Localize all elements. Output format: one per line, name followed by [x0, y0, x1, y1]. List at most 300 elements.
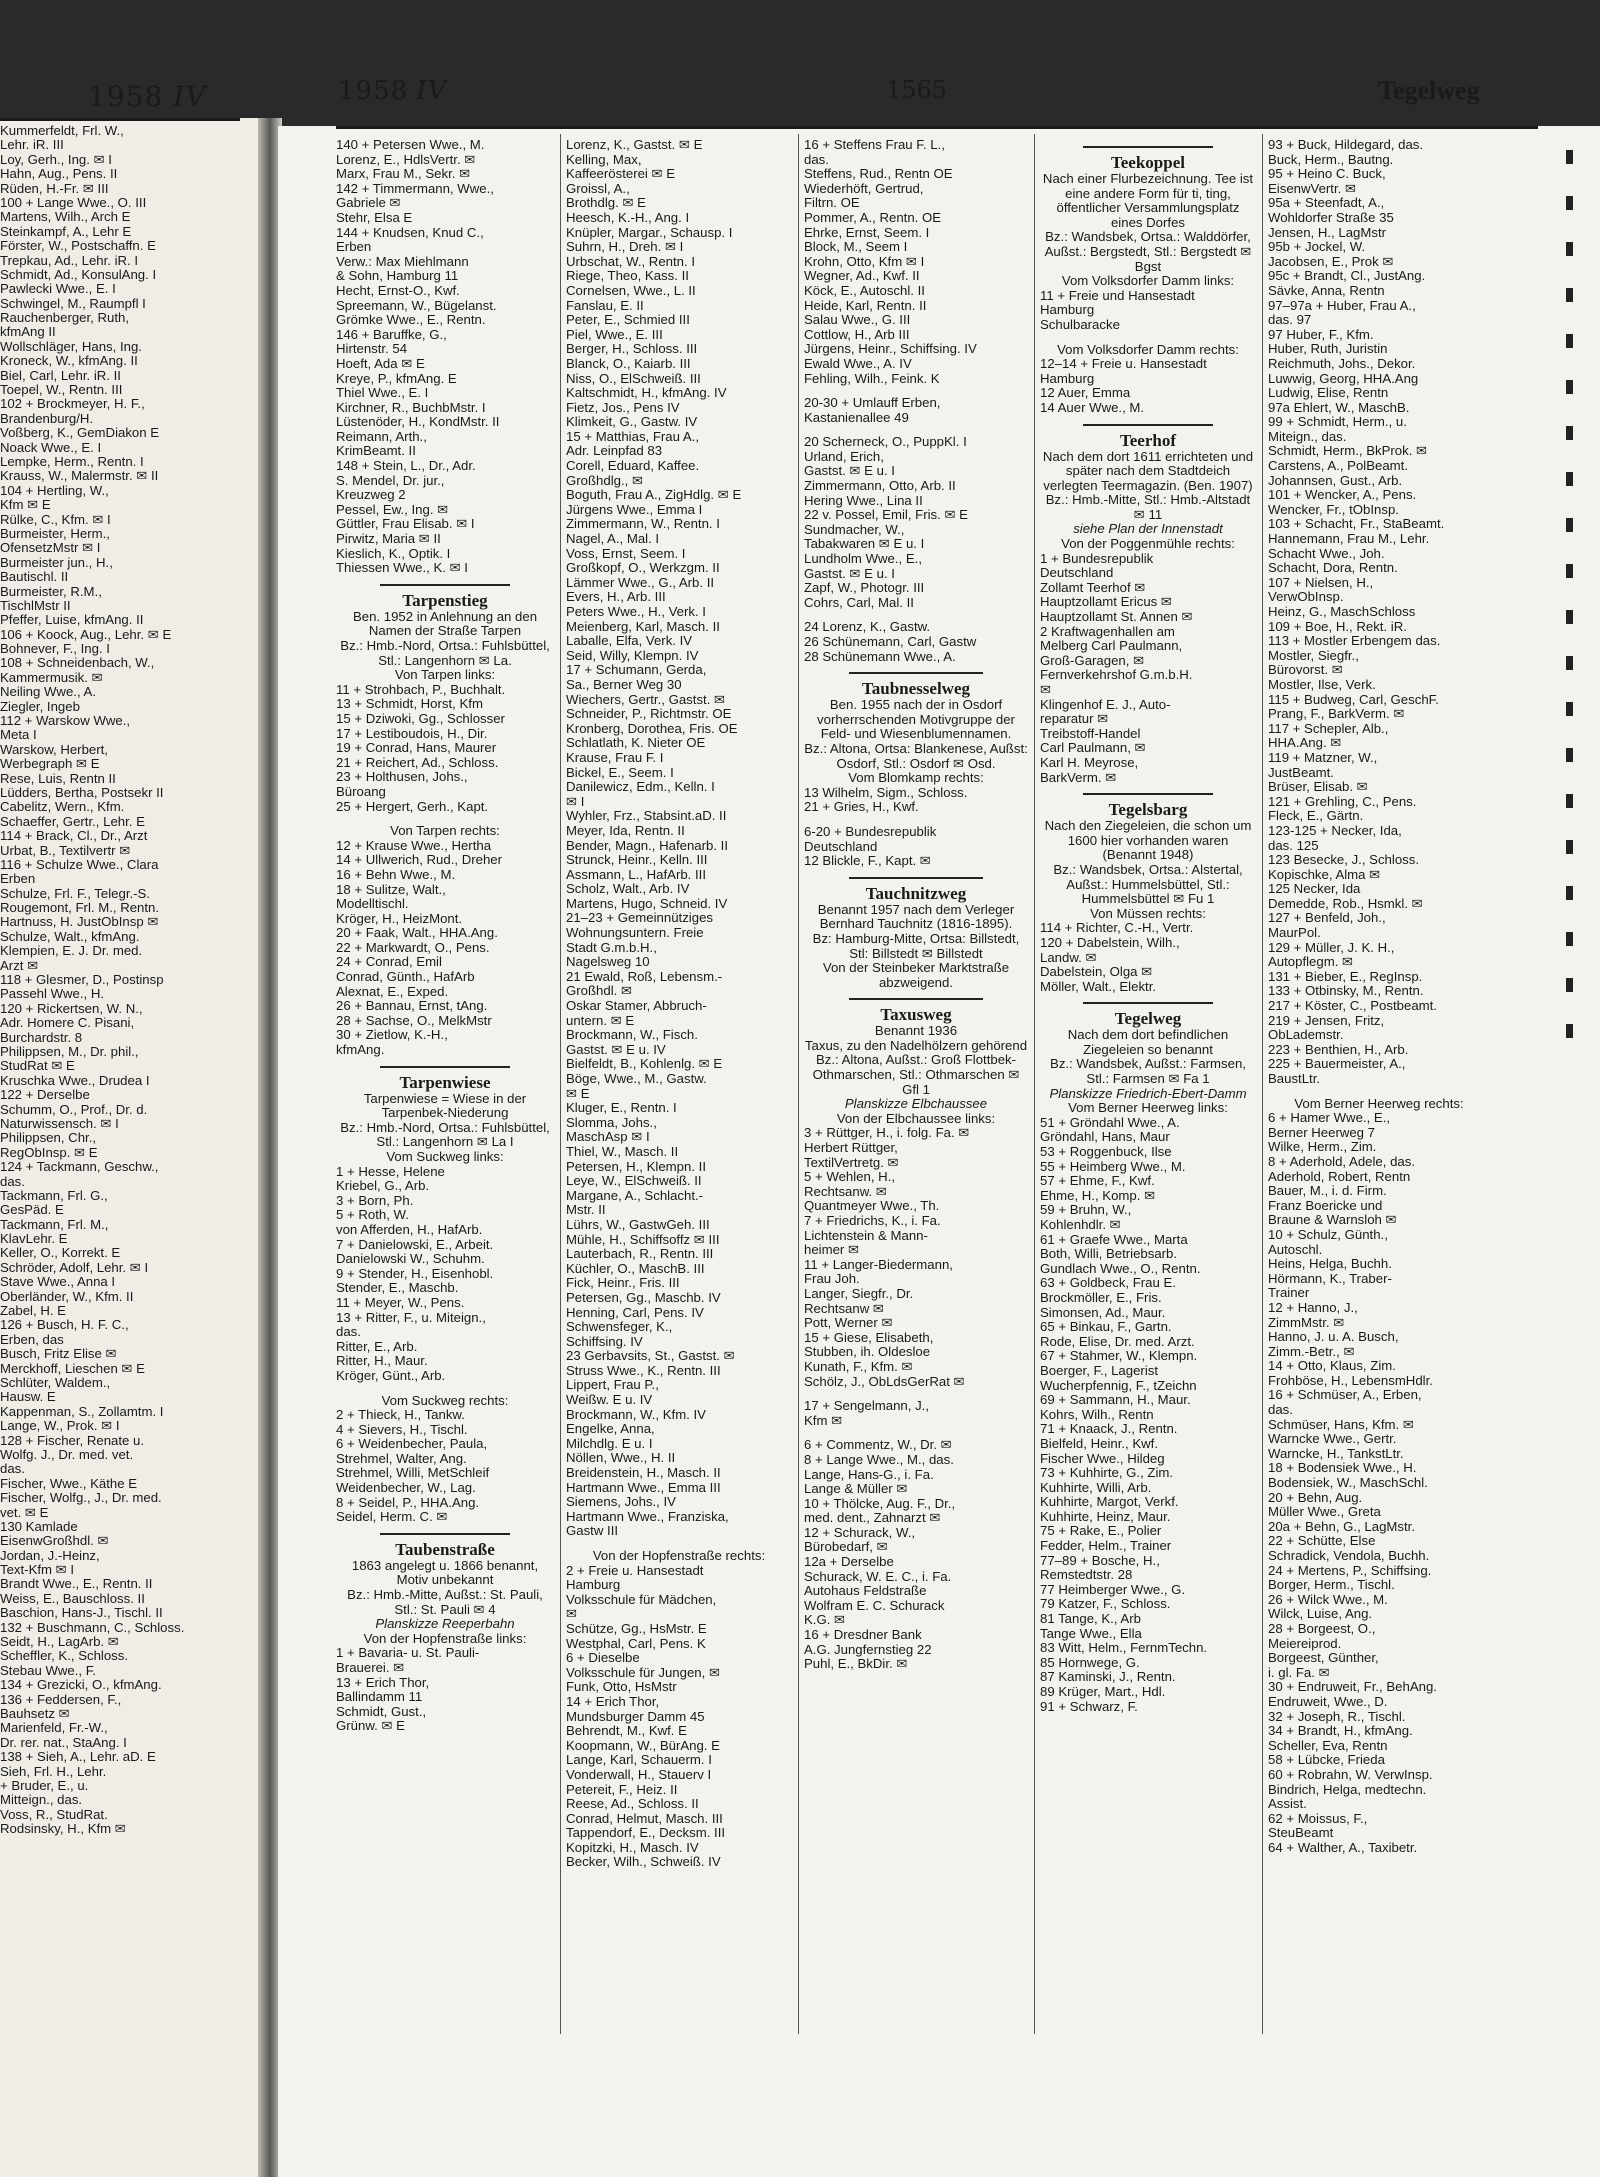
listing-line: Krause, Frau F. I — [566, 750, 664, 765]
listing-line: Mostler, Siegfr., — [1268, 648, 1359, 663]
listing-line: Nagel, A., Mal. I — [566, 532, 660, 547]
listing-line: 1 + Bundesrepublik — [1040, 551, 1154, 566]
listing-line: SteuBeamt — [1268, 1826, 1334, 1841]
listing-line: Fleck, E., Gärtn. — [1268, 809, 1364, 824]
listing-line: Kunath, F., Kfm. ✉ — [804, 1359, 913, 1374]
listing-line: Seidel, Herm. C. ✉ — [336, 1510, 448, 1525]
street-description: Bz.: Wandsbek, Ortsa.: Walddörfer, Außst.: Bergstedt, Stl.: Bergstedt ✉ Bgst — [1044, 229, 1252, 274]
left-listing-line: Sieh, Frl. H., Lehr. — [0, 1764, 107, 1779]
listing-line: Büroang — [336, 784, 386, 799]
street-description: Nach dem dort befindlichen Ziegeleien so benannt — [1067, 1027, 1229, 1057]
listing-line: 12 + Schurack, W., — [804, 1525, 916, 1540]
listing-line: 114 + Richter, C.-H., Vertr. — [1040, 921, 1194, 936]
section-direction: Von der Hopfenstraße links: — [363, 1630, 527, 1646]
listing-line: Sa., Berner Weg 30 — [566, 677, 682, 692]
section-direction: Von Tarpen links: — [394, 667, 496, 683]
listing-line: Gundlach Wwe., O., Rentn. — [1040, 1261, 1201, 1276]
listing-line: Hauptzollamt St. Annen ✉ — [1040, 610, 1193, 625]
left-listing-line: Warskow, Herbert, — [0, 742, 108, 757]
listing-line: Jensen, H., LagMstr — [1268, 225, 1387, 240]
listing-line: 119 + Matzner, W., — [1268, 750, 1378, 765]
left-listing-line: Adr. Homere C. Pisani, — [0, 1016, 135, 1031]
listing-line: Erben — [336, 240, 372, 255]
listing-line: 125 Necker, Ida — [1268, 882, 1361, 897]
listing-line: i. gl. Fa. ✉ — [1268, 1665, 1330, 1680]
left-listing-line: Wolfg. J., Dr. med. vet. — [0, 1447, 134, 1462]
left-listing-line: Rülke, C., Kfm. ✉ I — [0, 512, 111, 527]
listing-line: Zapf, W., Photogr. III — [804, 581, 925, 596]
listing-line: Großkopf, O., Werkzgm. II — [566, 561, 720, 576]
listing-line: Oskar Stamer, Abbruch- — [566, 999, 707, 1014]
left-listing-line: Burchardstr. 8 — [0, 1030, 83, 1045]
listing-line: Klingenhof E. J., Auto- — [1040, 697, 1171, 712]
listing-line: 97a Ehlert, W., MaschB. — [1268, 400, 1410, 415]
street-description: Tarpenwiese = Wiese in der Tarpenbek-Niederung — [363, 1090, 527, 1121]
listing-line: Autohaus Feldstraße — [804, 1584, 927, 1599]
listing-line: Wegner, Ad., Kwf. II — [804, 269, 920, 284]
listing-line: Dabelstein, Olga ✉ — [1040, 965, 1153, 980]
left-listing-line: Zabel, H. E — [0, 1304, 66, 1319]
street-description: Bz.: Hmb.-Mitte, Außst.: St. Pauli, Stl.: St. Pauli ✉ 4 — [347, 1587, 543, 1617]
listing-line: Mundsburger Damm 45 — [566, 1709, 705, 1724]
listing-line: 64 + Walther, A., Taxibetr. — [1268, 1840, 1418, 1855]
listing-line: Kopitzki, H., Masch. IV — [566, 1840, 699, 1855]
listing-line: Schölz, J., ObLdsGerRat ✉ — [804, 1374, 965, 1389]
left-listing-line: Weiss, E., Bauschloss. II — [0, 1591, 145, 1606]
listing-line: Schradick, Vendola, Buchh. — [1268, 1549, 1430, 1563]
listing-line: 95a + Steenfadt, A., — [1268, 196, 1385, 211]
left-listing-line: Marienfeld, Fr.-W., — [0, 1721, 108, 1736]
left-listing-line: 106 + Koock, Aug., Lehr. ✉ E — [0, 627, 172, 642]
listing-line: Knüpler, Margar., Schausp. I — [566, 225, 733, 240]
listing-line: Fedder, Helm., Trainer — [1040, 1539, 1172, 1554]
listing-line: 22 v. Possel, Emil, Fris. ✉ E — [804, 508, 968, 523]
listing-line: Groß-Garagen, ✉ — [1040, 653, 1145, 668]
listing-line: 97–97a + Huber, Frau A., — [1268, 298, 1416, 313]
listing-line: 95b + Jockel, W. — [1268, 240, 1366, 255]
listing-line: Kriebel, G., Arb. — [336, 1179, 430, 1194]
listing-line: Thiel Wwe., E. I — [336, 386, 429, 401]
listing-line: 51 + Gröndahl Wwe., A. — [1040, 1115, 1180, 1130]
listing-line: Mstr. II — [566, 1203, 606, 1218]
listing-line: Großhdlg., ✉ — [566, 473, 644, 488]
listing-line: Demedde, Rob., Hsmkl. ✉ — [1268, 896, 1423, 911]
listing-line: 6 + Hamer Wwe., E., — [1268, 1111, 1391, 1126]
listing-line: Heide, Karl, Rentn. II — [804, 298, 927, 313]
listing-line: 10 + Schulz, Günth., — [1268, 1227, 1388, 1242]
listing-line: Köck, E., Autoschl. II — [804, 283, 925, 298]
listing-line: Küchler, O., MaschB. III — [566, 1261, 705, 1276]
listing-line: Lange & Müller ✉ — [804, 1482, 908, 1497]
left-listing-line: Lempke, Herm., Rentn. I — [0, 454, 144, 469]
listing-line: Meienberg, Karl, Masch. II — [566, 619, 720, 634]
listing-line: das. — [1268, 1403, 1293, 1418]
listing-line: 6 + Dieselbe — [566, 1651, 640, 1666]
listing-line: 95 + Heino C. Buck, — [1268, 167, 1386, 182]
listing-line: Jürgens Wwe., Emma I — [566, 502, 703, 517]
listing-line: Heins, Helga, Buchh. — [1268, 1257, 1392, 1272]
listing-line: Rechtsanw ✉ — [804, 1301, 884, 1316]
left-listing-line: 104 + Hertling, W., — [0, 483, 109, 498]
listing-line: untern. ✉ E — [566, 1013, 635, 1028]
listing-line: Kuhhirte, Willi, Arb. — [1040, 1480, 1152, 1495]
listing-line: Frohböse, H., LebensmHdlr. — [1268, 1373, 1433, 1388]
left-listing-line: Schulze, Walt., kfmAng. — [0, 929, 140, 944]
listing-line: Siemens, Johs., IV — [566, 1495, 676, 1510]
listing-line: Ehrke, Ernst, Seem. I — [804, 225, 930, 240]
listing-line: 117 + Schepler, Alb., — [1268, 721, 1389, 736]
listing-line: 12 + Krause Wwe., Hertha — [336, 838, 492, 853]
listing-line: Böge, Wwe., M., Gastw. — [566, 1072, 707, 1086]
street-heading: Tegelweg — [1040, 1002, 1256, 1028]
left-listing-line: Krauss, W., Malermstr. ✉ II — [0, 469, 159, 484]
listing-line: 53 + Roggenbuck, Ilse — [1040, 1145, 1172, 1160]
street-description: Bz.: Altona, Außst.: Groß Flottbek-Othmarschen, Stl.: Othmarschen ✉ Gfl 1 — [812, 1052, 1020, 1097]
listing-line: Ritter, E., Arb. — [336, 1339, 418, 1354]
left-listing-line: Merckhoff, Lieschen ✉ E — [0, 1361, 145, 1376]
listing-line: 12 Blickle, F., Kapt. ✉ — [804, 854, 931, 869]
listing-line: Leye, W., ElSchweiß. II — [566, 1174, 702, 1189]
street-description: Bz.: Altona, Ortsa: Blankenese, Außst: Osdorf, Stl.: Osdorf ✉ Osd. — [804, 740, 1028, 771]
listing-line: Schacht, Dora, Rentn. — [1268, 561, 1398, 576]
left-listing-line: Schröder, Adolf, Lehr. ✉ I — [0, 1260, 149, 1275]
section-direction: Vom Suckweg links: — [386, 1149, 504, 1164]
listing-line: Pirwitz, Maria ✉ II — [336, 532, 441, 547]
listing-line: Wyhler, Frz., Stabsint.aD. II — [566, 809, 727, 824]
listing-line: Riege, Theo, Kass. II — [566, 269, 689, 284]
left-listing-line: Cabelitz, Wern., Kfm. — [0, 800, 125, 815]
listing-line: Volksschule für Jungen, ✉ — [566, 1665, 720, 1680]
listing-line: das. 125 — [1268, 838, 1319, 853]
listing-line: 127 + Benfeld, Joh., — [1268, 911, 1386, 926]
listing-line: 14 + Ullwerich, Rud., Dreher — [336, 853, 503, 868]
listing-line: 10 + Thölcke, Aug. F., Dr., — [804, 1496, 956, 1511]
listing-line: Fanslau, E. II — [566, 298, 644, 313]
listing-line: Conrad, Helmut, Masch. III — [566, 1811, 723, 1826]
left-listing-line: Rauchenberger, Ruth, — [0, 311, 130, 326]
listing-line: Wiechers, Gertr., Gastst. ✉ — [566, 692, 726, 707]
listing-line: 26 + Bannau, Ernst, tAng. — [336, 999, 488, 1014]
listing-line: Klimkeit, G., Gastw. IV — [566, 415, 698, 430]
left-listing-line: Tackmann, Frl. G., — [0, 1188, 108, 1203]
section-direction: Von der Hopfenstraße rechts: — [592, 1548, 766, 1563]
listing-line: Petereit, F., Heiz. II — [566, 1782, 678, 1797]
listing-line: Tabakwaren ✉ E u. I — [804, 537, 925, 552]
listing-line: JustBeamt. — [1268, 765, 1334, 780]
listing-line: 12 Auer, Emma — [1040, 386, 1131, 401]
listing-line: S. Mendel, Dr. jur., — [336, 473, 445, 488]
listing-line: 133 + Otbinsky, M., Rentn. — [1268, 984, 1424, 999]
listing-line: 22 + Markwardt, O., Pens. — [336, 940, 490, 955]
listing-line: kfmAng. — [336, 1043, 385, 1058]
listing-line: Peters Wwe., H., Verk. I — [566, 605, 706, 619]
listing-line: Schmidt, Herm., BkProk. ✉ — [1268, 444, 1428, 459]
listing-line: Kopischke, Alma ✉ — [1268, 867, 1381, 882]
left-listing-line: Schumm, O., Prof., Dr. d. — [0, 1102, 148, 1117]
listing-line: Wilck, Luise, Ang. — [1268, 1607, 1373, 1622]
left-listing-line: Kummerfeldt, Frl. W., — [0, 124, 124, 138]
left-listing-line: Martens, Wilh., Arch E — [0, 210, 131, 225]
listing-line: Koopmann, W., BürAng. E — [566, 1738, 720, 1753]
spacer — [804, 386, 1028, 396]
listing-line: Warncke, H., TankstLtr. — [1268, 1446, 1404, 1461]
listing-line: 225 + Bauermeister, A., — [1268, 1057, 1406, 1072]
listing-line: 1 + Hesse, Helene — [336, 1164, 445, 1179]
listing-line: Kröger, H., HeizMont. — [336, 911, 463, 926]
listing-line: Kohrs, Wilh., Rentn — [1040, 1407, 1154, 1422]
listing-line: 18 + Sulitze, Walt., — [336, 882, 446, 897]
listing-line: 12 + Hanno, J., — [1268, 1300, 1358, 1315]
listing-line: 97 Huber, F., Kfm. — [1268, 327, 1374, 342]
spacer — [804, 1428, 1028, 1438]
left-listing-line: Voßberg, K., GemDiakon E — [0, 426, 160, 441]
running-street-head: Tegelweg — [1378, 76, 1480, 105]
listing-line: 67 + Stahmer, W., Klempn. — [1040, 1349, 1198, 1364]
listing-line: ✉ E — [566, 1086, 590, 1101]
listing-line: 60 + Robrahn, W. VerwInsp. — [1268, 1767, 1433, 1782]
listing-line: Hamburg — [566, 1578, 621, 1593]
listing-line: Boguth, Frau A., ZigHdlg. ✉ E — [566, 488, 742, 503]
listing-line: Buck, Herm., Bautng. — [1268, 152, 1394, 167]
listing-line: 14 + Otto, Klaus, Zim. — [1268, 1359, 1396, 1374]
listing-line: Stehr, Elsa E — [336, 210, 413, 225]
listing-line: Becker, Wilh., Schweiß. IV — [566, 1855, 721, 1870]
left-listing-line: RegObInsp. ✉ E — [0, 1145, 98, 1160]
listing-line: Borger, Herm., Tischl. — [1268, 1578, 1395, 1593]
left-listing-line: Pawlecki Wwe., E. I — [0, 282, 116, 297]
left-listing-line: Rodsinsky, H., Kfm ✉ — [0, 1822, 126, 1837]
listing-line: 81 Tange, K., Arb — [1040, 1612, 1141, 1627]
listing-line: 146 + Baruffke, G., — [336, 327, 447, 342]
column-separator — [1034, 134, 1035, 2034]
left-listing-line: Noack Wwe., E. I — [0, 440, 102, 455]
listing-line: Melberg Carl Paulmann, — [1040, 639, 1183, 654]
listing-line: Steffens, Rud., Rentn OE — [804, 167, 953, 182]
listing-line: Vonderwall, H., Stauerv I — [566, 1767, 712, 1782]
left-listing-line: Tackmann, Frl. M., — [0, 1217, 109, 1232]
left-listing-line: Pfeffer, Luise, kfmAng. II — [0, 613, 144, 628]
listing-line: MaurPol. — [1268, 926, 1321, 941]
listing-line: Sundmacher, W., — [804, 522, 905, 537]
listing-line: Aderhold, Robert, Rentn — [1268, 1169, 1411, 1184]
listing-line: Lämmer Wwe., G., Arb. II — [566, 575, 715, 590]
left-volume: IV — [173, 80, 207, 113]
street-description: Benannt 1936 — [874, 1023, 958, 1039]
listing-line: Hannemann, Frau M., Lehr. — [1268, 532, 1430, 547]
listing-line: Johannsen, Gust., Arb. — [1268, 473, 1403, 488]
listing-line: Brockmann, W., Fisch. — [566, 1028, 698, 1043]
listing-line: Hoeft, Ada ✉ E — [336, 356, 425, 371]
listing-line: Nagelsweg 10 — [566, 955, 650, 970]
listing-line: Bürovorst. ✉ — [1268, 663, 1343, 678]
listing-line: 28 Schünemann Wwe., A. — [804, 649, 956, 664]
listing-line: Hirtenstr. 54 — [336, 342, 408, 357]
left-listing-line: Lange, W., Prok. ✉ I — [0, 1419, 120, 1434]
listing-line: das. — [804, 152, 829, 167]
listing-line: 26 Schünemann, Carl, Gastw — [804, 635, 977, 649]
listing-line: Urland, Erich, — [804, 449, 884, 464]
listing-line: Luwwig, Georg, HHA.Ang — [1268, 371, 1419, 386]
listing-line: Schmidt, Gust., — [336, 1704, 427, 1719]
listing-line: Wiederhöft, Gertrud, — [804, 181, 924, 196]
street-heading: Taxusweg — [804, 998, 1028, 1024]
listing-line: Schulbaracke — [1040, 317, 1120, 332]
listing-line: Zollamt Teerhof ✉ — [1040, 580, 1146, 595]
listing-line: Slomma, Johs., — [566, 1115, 657, 1130]
listing-line: Fehling, Wilh., Feink. K — [804, 371, 940, 386]
listing-line: 14 Auer Wwe., M. — [1040, 400, 1145, 415]
listing-line: 55 + Heimberg Wwe., M. — [1040, 1159, 1186, 1174]
listing-line: 6 + Weidenbecher, Paula, — [336, 1437, 488, 1452]
listing-line: Hanno, J. u. A. Busch, — [1268, 1330, 1399, 1345]
left-listing-line: 138 + Sieh, A., Lehr. aD. E — [0, 1750, 156, 1765]
listing-line: Möller, Walt., Elektr. — [1040, 979, 1157, 994]
listing-line: Milchdlg. E u. I — [566, 1436, 653, 1451]
listing-line: Piel, Wwe., E. III — [566, 327, 663, 342]
listing-line: 20 Scherneck, O., PuppKl. I — [804, 435, 967, 450]
listing-line: Carstens, A., PolBeamt. — [1268, 459, 1408, 474]
listing-line: 7 + Danielowski, E., Arbeit. — [336, 1237, 494, 1252]
listing-line: 13 + Schmidt, Horst, Kfm — [336, 697, 483, 712]
listing-line: 142 + Timmermann, Wwe., — [336, 181, 494, 196]
volume-label: IV — [416, 76, 448, 106]
left-listing-line: Burmeister jun., H., — [0, 555, 113, 570]
listing-line: 25 + Hergert, Gerh., Kapt. — [336, 799, 489, 814]
listing-line: Frau Joh. — [804, 1272, 860, 1287]
listing-line: Hartmann Wwe., Franziska, — [566, 1509, 729, 1524]
left-listing-line: Stebau Wwe., F. — [0, 1663, 97, 1678]
left-listing-line: Philippsen, M., Dr. phil., — [0, 1045, 139, 1059]
listing-line: Autoschl. — [1268, 1242, 1323, 1257]
column-1 — [336, 138, 554, 2038]
listing-line: Henning, Carl, Pens. IV — [566, 1305, 704, 1320]
listing-line: 120 + Dabelstein, Wilh., — [1040, 935, 1180, 950]
listing-line: Kelling, Max, — [566, 152, 642, 167]
listing-line: Treibstoff-Handel — [1040, 726, 1141, 741]
street-description: Von der Poggenmühle rechts: — [1061, 536, 1235, 552]
listing-line: 65 + Binkau, F., Gartn. — [1040, 1320, 1172, 1335]
listing-line: Müller Wwe., Greta — [1268, 1505, 1381, 1520]
listing-line: Kuhhirte, Margot, Verkf. — [1040, 1495, 1179, 1510]
listing-line: Wohnungsuntern. Freie — [566, 926, 704, 941]
listing-line: Danilewicz, Edm., Kelln. I — [566, 780, 715, 795]
listing-line: Gabriele ✉ — [336, 196, 401, 211]
listing-line: Assmann, L., HafArb. III — [566, 867, 706, 882]
left-listing-line: StudRat ✉ E — [0, 1059, 75, 1074]
listing-line: 85 Hornwege, G. — [1040, 1655, 1140, 1670]
street-heading: Teekoppel — [1040, 146, 1256, 172]
listing-line: 223 + Benthien, H., Arb. — [1268, 1042, 1409, 1057]
listing-line: Pessel, Ew., Ing. ✉ — [336, 502, 449, 517]
section-direction: Von Tarpen rechts: — [390, 823, 500, 839]
left-listing-line: Loy, Gerh., Ing. ✉ I — [0, 152, 112, 167]
listing-line: Assist. — [1268, 1797, 1307, 1812]
listing-line: Borgeest, Günther, — [1268, 1651, 1379, 1666]
listing-line: Reese, Ad., Schloss. II — [566, 1797, 699, 1812]
listing-line: Großhdl. ✉ — [566, 984, 633, 999]
listing-line: Pott, Werner ✉ — [804, 1316, 893, 1331]
left-listing-line: Baschion, Hans-J., Tischl. II — [0, 1606, 163, 1621]
left-listing-line: Hausw. E — [0, 1390, 56, 1405]
listing-line: Kronberg, Dorothea, Fris. OE — [566, 721, 738, 736]
listing-line: Braune & Warnsloh ✉ — [1268, 1213, 1397, 1228]
left-listing-line: das. — [0, 1174, 25, 1189]
listing-line: Bielfeld, Heinr., Kwf. — [1040, 1436, 1159, 1451]
left-listing-line: Jordan, J.-Heinz, — [0, 1548, 100, 1563]
left-listing-line: 134 + Grezicki, O., kfmAng. — [0, 1678, 162, 1693]
listing-line: 77–89 + Bosche, H., — [1040, 1553, 1160, 1568]
listing-line: heimer ✉ — [804, 1243, 860, 1258]
listing-line: Schütze, Gg., HsMstr. E — [566, 1621, 707, 1636]
listing-line: 20a + Behn, G., LagMstr. — [1268, 1519, 1415, 1534]
listing-line: Blanck, O., Kaiarb. III — [566, 356, 691, 371]
street-description: Vom Volksdorfer Damm links: — [1061, 273, 1235, 289]
listing-line: Fernverkehrshof G.m.b.H. — [1040, 668, 1193, 683]
left-listing-line: 108 + Schneidenbach, W., — [0, 656, 155, 671]
street-heading: Tarpenwiese — [336, 1066, 554, 1092]
left-listing-line: Dr. rer. nat., StaAng. I — [0, 1735, 127, 1750]
listing-line: Brothdlg. ✉ E — [566, 196, 646, 211]
listing-line: 109 + Boe, H., Rekt. iR. — [1268, 619, 1407, 634]
listing-line: 123 Besecke, J., Schloss. — [1268, 853, 1419, 868]
left-listing-line: Schaeffer, Gertr., Lehr. E — [0, 814, 145, 829]
listing-line: Westphal, Carl, Pens. K — [566, 1636, 706, 1651]
map-reference: Planskizze Friedrich-Ebert-Damm — [1049, 1085, 1247, 1101]
left-listing-line: Oberländer, W., Kfm. II — [0, 1289, 134, 1304]
spacer — [336, 1384, 554, 1394]
listing-line: 219 + Jensen, Fritz, — [1268, 1013, 1385, 1028]
section-direction: Vom Blomkamp rechts: — [848, 770, 984, 786]
listing-line: HHA.Ang. ✉ — [1268, 736, 1342, 751]
listing-line: 99 + Schmidt, Herm., u. — [1268, 415, 1407, 430]
listing-line: 28 + Borgeest, O., — [1268, 1621, 1376, 1636]
listing-line: 115 + Budweg, Carl, GeschF. — [1268, 692, 1439, 707]
street-description: Benannt 1957 nach dem Verleger Bernhard Tauchnitz (1816-1895). — [817, 901, 1015, 932]
listing-line: Struss Wwe., K., Rentn. III — [566, 1363, 721, 1378]
listing-line: 140 + Petersen Wwe., M. — [336, 138, 485, 152]
left-listing-line: 100 + Lange Wwe., O. III — [0, 195, 147, 210]
listing-line: Kreye, P., kfmAng. E — [336, 371, 457, 386]
listing-line: Niss, O., ElSchweiß. III — [566, 371, 701, 386]
left-listing-line: Schmidt, Ad., KonsulAng. I — [0, 267, 157, 282]
listing-line: 4 + Sievers, H., Tischl. — [336, 1422, 468, 1437]
listing-line: Franz Boericke und — [1268, 1198, 1383, 1213]
listing-line: Brüser, Elisab. ✉ — [1268, 780, 1368, 795]
left-listing-line: kfmAng II — [0, 325, 56, 340]
listing-line: Adr. Leinpfad 83 — [566, 444, 663, 459]
listing-line: 22 + Schütte, Else — [1268, 1534, 1376, 1549]
listing-line: Lorenz, K., Gastst. ✉ E — [566, 138, 703, 152]
left-listing-line: Kfm ✉ E — [0, 498, 51, 513]
left-listing-line: 136 + Feddersen, F., — [0, 1692, 122, 1707]
listing-line: 14 + Erich Thor, — [566, 1694, 660, 1709]
left-listing-line: Text-Kfm ✉ I — [0, 1563, 75, 1578]
listing-line: Herbert Rüttger, — [804, 1141, 898, 1156]
listing-line: Krohn, Otto, Kfm ✉ I — [804, 254, 925, 269]
listing-line: Schneider, P., Richtmstr. OE — [566, 707, 732, 722]
listing-line: Alexnat, E., Exped. — [336, 984, 449, 999]
street-description: Bz.: Wandsbek, Außst.: Farmsen, Stl.: Farmsen ✉ Fa 1 — [1050, 1056, 1246, 1087]
left-listing-line: Passehl Wwe., H. — [0, 987, 105, 1002]
listing-line: Thiel, W., Masch. II — [566, 1144, 679, 1159]
listing-line: Endruweit, Wwe., D. — [1268, 1694, 1388, 1709]
listing-line: Martens, Hugo, Schneid. IV — [566, 896, 728, 911]
listing-line: Bodensiek, W., MaschSchl. — [1268, 1476, 1428, 1491]
street-description: Bz.: Wandsbek, Ortsa.: Alstertal, Außst.: Hummelsbüttel, Stl.: Hummelsbüttel ✉ Fu 1 — [1053, 861, 1243, 907]
listing-line: Lauterbach, R., Rentn. III — [566, 1247, 714, 1262]
left-listing-line: GesPäd. E — [0, 1203, 64, 1218]
listing-line: Grömke Wwe., E., Rentn. — [336, 313, 486, 328]
